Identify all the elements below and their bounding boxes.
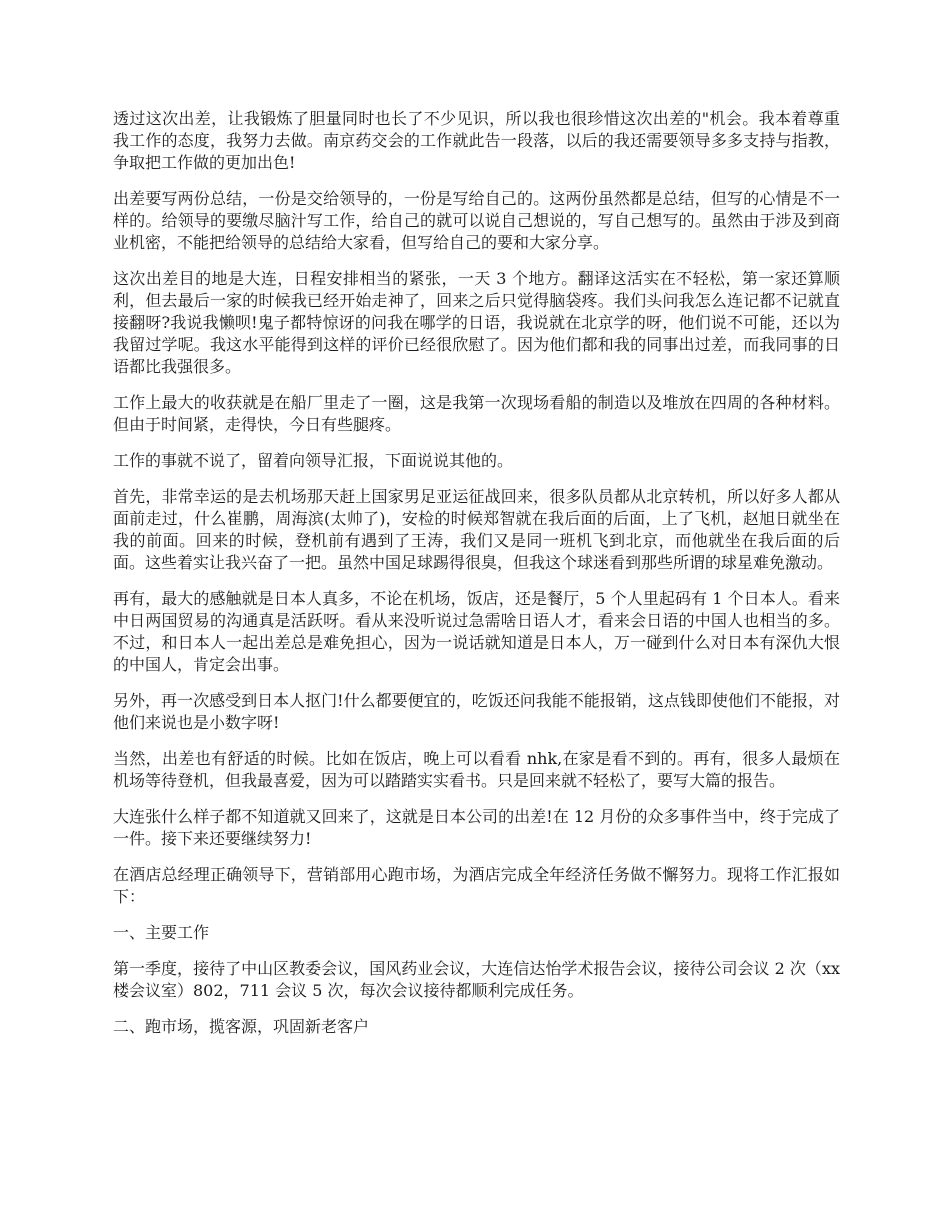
paragraph: 工作上最大的收获就是在船厂里走了一圈，这是我第一次现场看船的制造以及堆放在四周的各种材料。但由于时间紧，走得快，今日有些腿疼。 — [113, 393, 840, 434]
paragraph: 当然，出差也有舒适的时候。比如在饭店，晚上可以看看 nhk,在家是看不到的。再有，很多人最烦在机场等待登机，但我最喜爱，因为可以踏踏实实看书。只是回来就不轻松了，要写大篇的报告。 — [113, 749, 840, 790]
paragraph: 出差要写两份总结，一份是交给领导的，一份是写给自己的。这两份虽然都是总结，但写的心情是不一样的。给领导的要缴尽脑汁写工作，给自己的就可以说自己想说的，写自己想写的。虽然由于涉及到商业机密，不能把给领导的总结给大家看，但写给自己的要和大家分享。 — [113, 189, 840, 252]
paragraph: 首先，非常幸运的是去机场那天赶上国家男足亚运征战回来，很多队员都从北京转机，所以好多人都从面前走过，什么崔鹏，周海滨(太帅了)，安检的时候郑智就在我后面的后面，上了飞机，赵旭日就坐在我的前面。回来的时候，登机前有遇到了王涛，我们又是同一班机飞到北京，而他就坐在我后面的后面。这些着实让我兴奋了一把。虽然中国足球踢得很臭，但我这个球迷看到那些所谓的球星难免激动。 — [113, 487, 840, 572]
paragraph: 另外，再一次感受到日本人抠门!什么都要便宜的，吃饭还问我能不能报销，这点钱即使他们不能报，对他们来说也是小数字呀! — [113, 691, 840, 732]
paragraph: 透过这次出差，让我锻炼了胆量同时也长了不少见识，所以我也很珍惜这次出差的"机会。我本着尊重我工作的态度，我努力去做。南京药交会的工作就此告一段落，以后的我还需要领导多多支持与指教，争取把工作做的更加出色! — [113, 109, 840, 172]
document-body — [113, 108, 840, 1052]
paragraph: 大连张什么样子都不知道就又回来了，这就是日本公司的出差!在 12 月份的众多事件当中，终于完成了一件。接下来还要继续努力! — [113, 807, 840, 848]
paragraph: 这次出差目的地是大连，日程安排相当的紧张，一天 3 个地方。翻译这活实在不轻松，第一家还算顺利，但去最后一家的时候我已经开始走神了，回来之后只觉得脑袋疼。我们头问我怎么连记都不记就直接翻呀?我说我懒呗!鬼子都特惊讶的问我在哪学的日语，我说就在北京学的呀，他们说不可能，还以为我留过学呢。我这水平能得到这样的评价已经很欣慰了。因为他们都和我的同事出过差，而我同事的日语都比我强很多。 — [113, 269, 840, 376]
paragraph: 在酒店总经理正确领导下，营销部用心跑市场，为酒店完成全年经济任务做不懈努力。现将工作汇报如下： — [113, 865, 840, 906]
paragraph: 再有，最大的感触就是日本人真多，不论在机场，饭店，还是餐厅，5 个人里起码有 1 个日本人。看来中日两国贸易的沟通真是活跃呀。看从来没听说过急需啥日语人才，看来会日语的中国人也相当的多。不过，和日本人一起出差总是难免担心，因为一说话就知道是日本人，万一碰到什么对日本有深仇大恨的中国人，肯定会出事。 — [113, 589, 840, 674]
section-heading: 二、跑市场，揽客源，巩固新老客户 — [113, 1017, 370, 1036]
paragraph: 第一季度，接待了中山区教委会议，国风药业会议，大连信达怡学术报告会议，接待公司会议 2 次（xx 楼会议室）802，711 会议 5 次，每次会议接待都顺利完成任务。 — [113, 959, 840, 1000]
section-heading: 一、主要工作 — [113, 923, 210, 942]
paragraph: 工作的事就不说了，留着向领导汇报，下面说说其他的。 — [113, 451, 514, 470]
